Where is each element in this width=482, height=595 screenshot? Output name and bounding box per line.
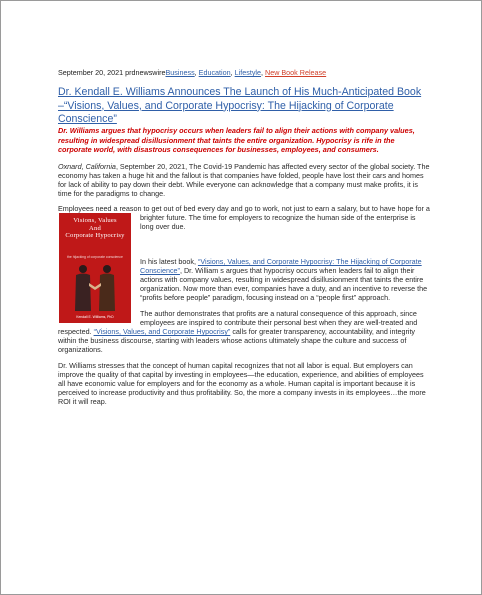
article-summary: Dr. Williams argues that hypocrisy occurs when leaders fail to align their actions with company values, resulting in widespread disillusionment that taints the entire organization. Hypocrisy is rife in the corporate world, with disastrous consequences for businesses, employees, and consumers. <box>58 126 415 155</box>
paragraph-respected <box>58 328 430 355</box>
intro-text: , September 20, 2021, The Covid-19 Pandemic has affected every sector of the global society. The economy has taken a huge hit and the fallout is that companies have folded, people have lost their cars and homes for lack of ability to pay down their debt. While everyone can acknowledge that a company must make profits, it is time for the paradigms to change. <box>58 162 430 198</box>
category-link-new-book-release[interactable]: New Book Release <box>265 68 327 77</box>
paragraph-latest-book <box>140 258 430 303</box>
book-title-link[interactable]: “Visions, Values, and Corporate Hypocrisy: The Hijacking of Corporate Conscience” <box>140 257 422 275</box>
category-link-education[interactable]: Education <box>198 68 231 77</box>
respected-text: calls for greater transparency, accountability, and integrity within the business discourse, starting with leaders whose actions ultimately shape the culture and success of organizations. <box>58 327 416 354</box>
paragraph-intro <box>58 163 430 199</box>
paragraph-human-capital: Dr. Williams stresses that the concept of human capital recognizes that not all labor is equal. But employers can improve the quality of that capital by investing in employees—the education, experience, and abilities of employees all have economic value for employers and for the economy as a whole. Human capital is important because it is perceived to increase productivity and thus profitability. So, the more a company invests in its employees…the more ROI it will reap. <box>58 361 426 406</box>
cover-title-line2: And <box>89 224 101 232</box>
cover-title <box>59 217 131 240</box>
article-title[interactable]: Dr. Kendall E. Williams Announces The Launch of His Much-Anticipated Book –“Visions, Values, and Corporate Hypocrisy: The Hijacking of Corporate Conscience” <box>58 86 422 125</box>
cover-title-line3: Corporate Hypocrisy <box>65 232 125 240</box>
category-link-business[interactable]: Business <box>165 68 195 77</box>
latest-book-text: , Dr. William s argues that hypocrisy occurs when leaders fail to align their actions with company values, resulting in widespread disillusionment that taints the entire organization. Now more than ever, companies have a duty, and an incentive to reverse the “profits before people” paradigm, focusing instead on a “people first” approach. <box>140 265 428 302</box>
cover-title-line1: Visions, Values <box>73 217 117 224</box>
paragraph-author-demonstrates: The author demonstrates that profits are a natural consequence of this approach, since employees are inspired to contribute their personal best when they are well-treated and <box>140 309 418 327</box>
book-cover-image <box>59 213 131 323</box>
cover-author: Kendall E. Williams, PhD <box>76 315 114 319</box>
dateline-location: Oxnard, California <box>58 162 116 171</box>
article-meta: September 20, 2021 prdnewswireBusiness, Education, Lifestyle, New Book Release <box>58 68 327 77</box>
handshake-figures-illustration <box>71 263 119 313</box>
category-link-lifestyle[interactable]: Lifestyle <box>234 68 262 77</box>
latest-book-intro: In his latest book, <box>140 257 198 266</box>
article-source: prdnewswire <box>125 68 166 77</box>
cover-subtitle: the hijacking of corporate conscience <box>67 255 123 259</box>
article-date: September 20, 2021 <box>58 68 124 77</box>
respected-intro: respected. <box>58 327 94 336</box>
book-short-title-link[interactable]: “Visions, Values, and Corporate Hypocrisy” <box>93 327 231 336</box>
paragraph-employees-rest: brighter future. The time for employers to recognize the human side of the enterprise is long over due. <box>140 213 416 231</box>
paragraph-employees-line: Employees need a reason to get out of bed every day and go to work, not just to earn a salary, but to have hope for a <box>58 204 430 213</box>
